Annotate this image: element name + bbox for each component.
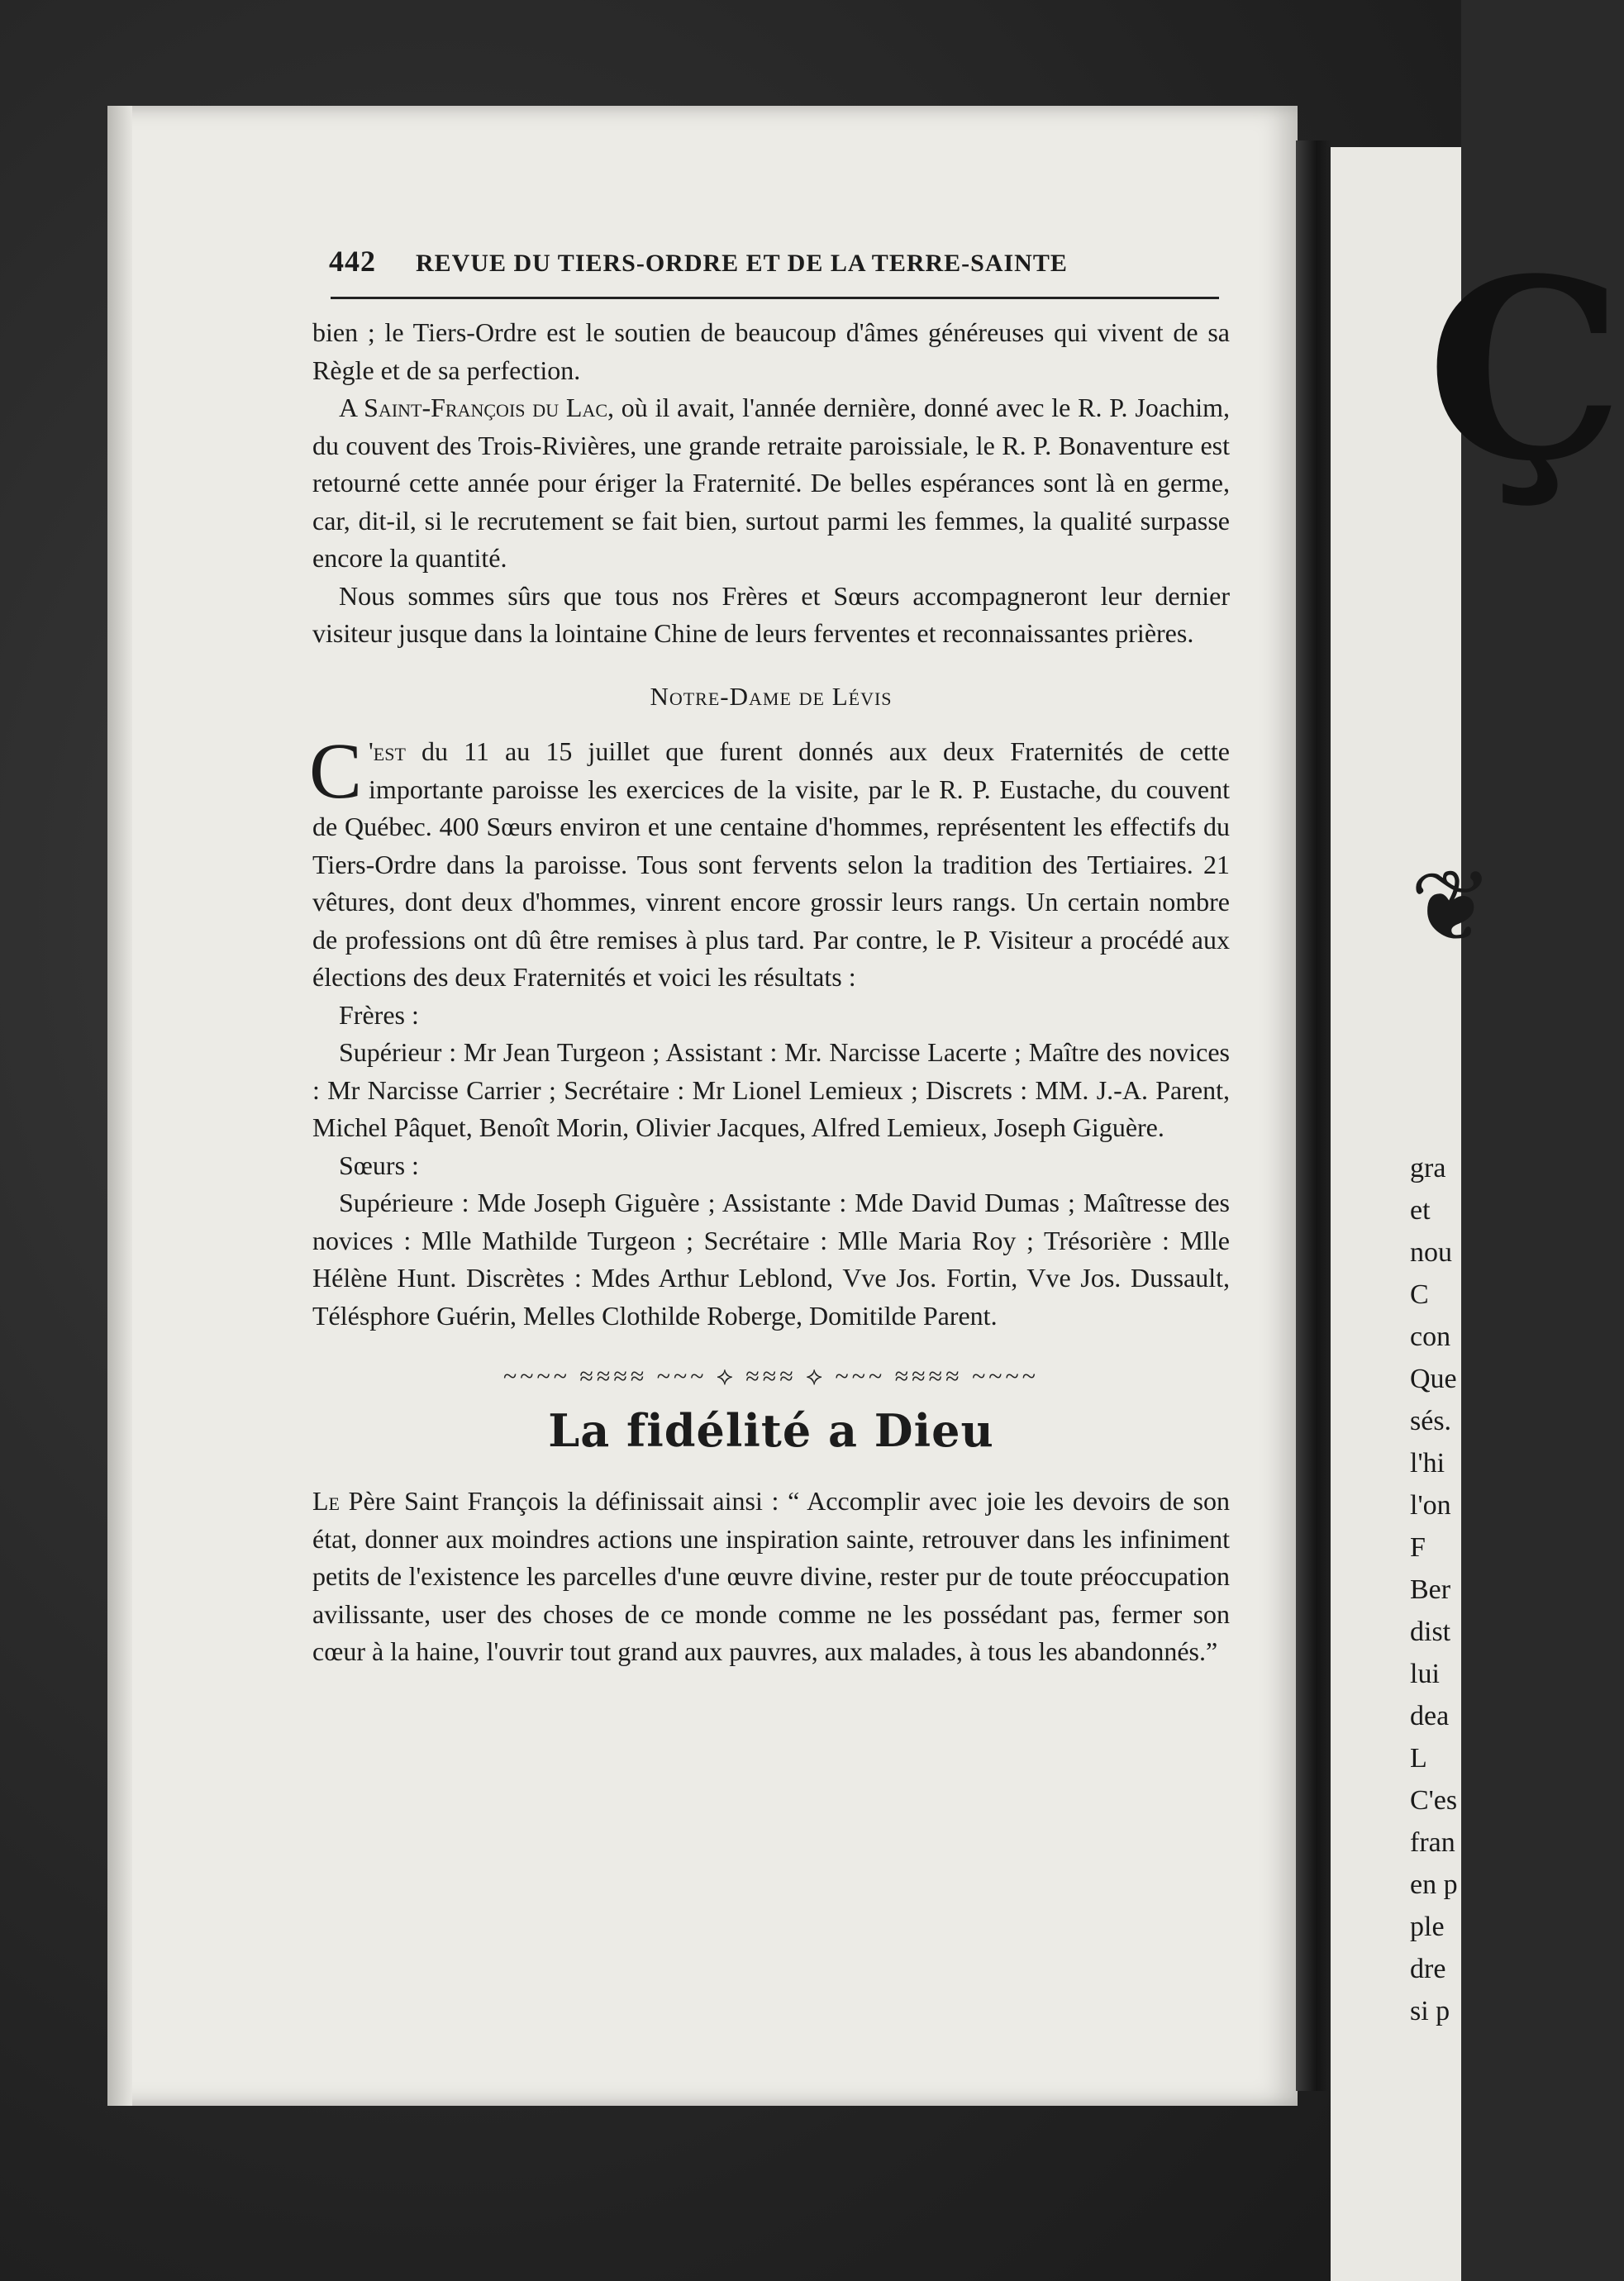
right-page-line-fragment: Que	[1410, 1364, 1457, 1394]
right-page-fragment	[1331, 147, 1624, 2281]
right-page-line-fragment: et	[1410, 1195, 1431, 1226]
article-text: Père Saint François la définissait ainsi : “ Accomplir avec joie les devoirs de son état, donner aux moindres actions une inspiration sainte, retrouver dans les infiniment petits de l'existence les parcelles d'une œuvre divine, rester pur de toute préoccupation avilissante, user des choses de ce monde comme ne les possédant pas, fermer son cœur à la haine, l'ouvrir tout grand aux pauvres, aux malades, à tous les abandonnés.”	[312, 1486, 1230, 1666]
drop-cap: C	[309, 726, 363, 815]
drop-cap-lead: 'est	[369, 736, 406, 766]
right-page-line-fragment: F	[1410, 1532, 1426, 1563]
right-page-line-fragment: dea	[1410, 1701, 1450, 1731]
list-heading-freres: Frères :	[339, 999, 419, 1030]
paragraph: Nous sommes sûrs que tous nos Frères et Sœurs accompagneront leur dernier visiteur jusque dans la lointaine Chine de leurs ferventes et reconnaissantes prières.	[312, 580, 1230, 648]
list-soeurs: Supérieure : Mde Joseph Giguère ; Assistante : Mde David Dumas ; Maîtresse des novices : Mlle Mathilde Turgeon ; Secrétaire : Mlle Maria Roy ; Trésorière : Mlle Hélène Hunt. Discrètes : Mdes Arthur Leblond, Vve Jos. Fortin, Vve Jos. Dussault, Télésphore Guérin, Melles Clothilde Roberge, Domitilde Parent.	[312, 1188, 1230, 1331]
paragraph: bien ; le Tiers-Ordre est le soutien de beaucoup d'âmes généreuses qui vivent de sa Règle et de sa perfection.	[312, 317, 1230, 385]
right-page-line-fragment: Ber	[1410, 1574, 1451, 1605]
right-page-line-fragment: dist	[1410, 1617, 1451, 1647]
right-page-line-fragment: dre	[1410, 1954, 1446, 1984]
right-page-line-fragment: gra	[1410, 1153, 1446, 1183]
article-title: La fidélité a Dieu	[548, 1403, 994, 1457]
right-page-line-fragment: C'es	[1410, 1785, 1458, 1816]
right-page-line-fragment: lui	[1410, 1659, 1440, 1689]
article-body	[312, 1483, 1230, 1671]
ornamental-divider-icon: ~~~~ ≈≈≈≈ ~~~ ⟡ ≈≈≈ ⟡ ~~~ ≈≈≈≈ ~~~~	[503, 1363, 1039, 1390]
list-heading-soeurs: Sœurs :	[339, 1150, 419, 1180]
right-page-line-fragment: fran	[1410, 1827, 1455, 1858]
right-page-line-fragment: en p	[1410, 1869, 1458, 1900]
right-page-line-fragment: ple	[1410, 1912, 1445, 1942]
right-page-line-fragment: con	[1410, 1321, 1451, 1352]
book-gutter	[1296, 140, 1331, 2091]
right-page-line-fragment: l'hi	[1410, 1448, 1445, 1479]
right-page-line-fragment: L	[1410, 1743, 1427, 1774]
place-name: A Saint-François du Lac	[339, 393, 607, 422]
section-heading: Notre-Dame de Lévis	[650, 681, 893, 711]
right-page-line-fragment: si p	[1410, 1996, 1450, 2026]
article-lead: Le	[312, 1486, 340, 1516]
paragraph	[312, 389, 1230, 578]
right-page-line-fragment: sés.	[1410, 1406, 1452, 1436]
right-page-line-fragment: l'on	[1410, 1490, 1451, 1521]
header-rule	[331, 297, 1219, 299]
right-page-line-fragment: C	[1410, 1279, 1429, 1310]
running-head	[312, 244, 1230, 279]
text-column	[309, 244, 1231, 1671]
paragraph-text: du 11 au 15 juillet que furent donnés aux deux Fraternités de cette importante paroisse les exercices de la visite, par le R. P. Eustache, du couvent de Québec. 400 Sœurs environ et une centaine d'hommes, représentent les effectifs du Tiers-Ordre dans la paroisse. Tous sont fervents selon la tradition des Tertiaires. 21 vêtures, dont deux d'hommes, vinrent encore grossir leurs rangs. Un certain nombre de professions ont dû être remises à plus tard. Par contre, le P. Visiteur a procédé aux élections des deux Fraternités et voici les résultats :	[312, 736, 1230, 992]
paragraph-text: , où il avait, l'année dernière, donné avec le R. P. Joachim, du couvent des Trois-Rivières, une grande retraite paroissiale, le R. P. Bonaventure est retourné cette année pour ériger la Fraternité. De belles espérances sont là en germe, car, dit-il, si le recrutement se fait bien, surtout parmi les femmes, la qualité surpasse encore la quantité.	[312, 393, 1231, 573]
right-page-initial: Ç	[1426, 224, 1624, 516]
right-page-lines	[1410, 1147, 1458, 2032]
list-freres: Supérieur : Mr Jean Turgeon ; Assistant : Mr. Narcisse Lacerte ; Maître des novices : Mr Narcisse Carrier ; Secrétaire : Mr Lionel Lemieux ; Discrets : MM. J.-A. Parent, Michel Pâquet, Benoît Morin, Olivier Jacques, Alfred Lemieux, Joseph Giguère.	[312, 1037, 1230, 1142]
journal-title: REVUE DU TIERS-ORDRE ET DE LA TERRE-SAINTE	[416, 250, 1068, 277]
page-number: 442	[329, 245, 376, 278]
paragraph	[309, 726, 1230, 997]
right-page-line-fragment: nou	[1410, 1237, 1452, 1268]
ornamental-initial-icon: ❦	[1410, 850, 1493, 964]
body-text	[309, 314, 1231, 1671]
